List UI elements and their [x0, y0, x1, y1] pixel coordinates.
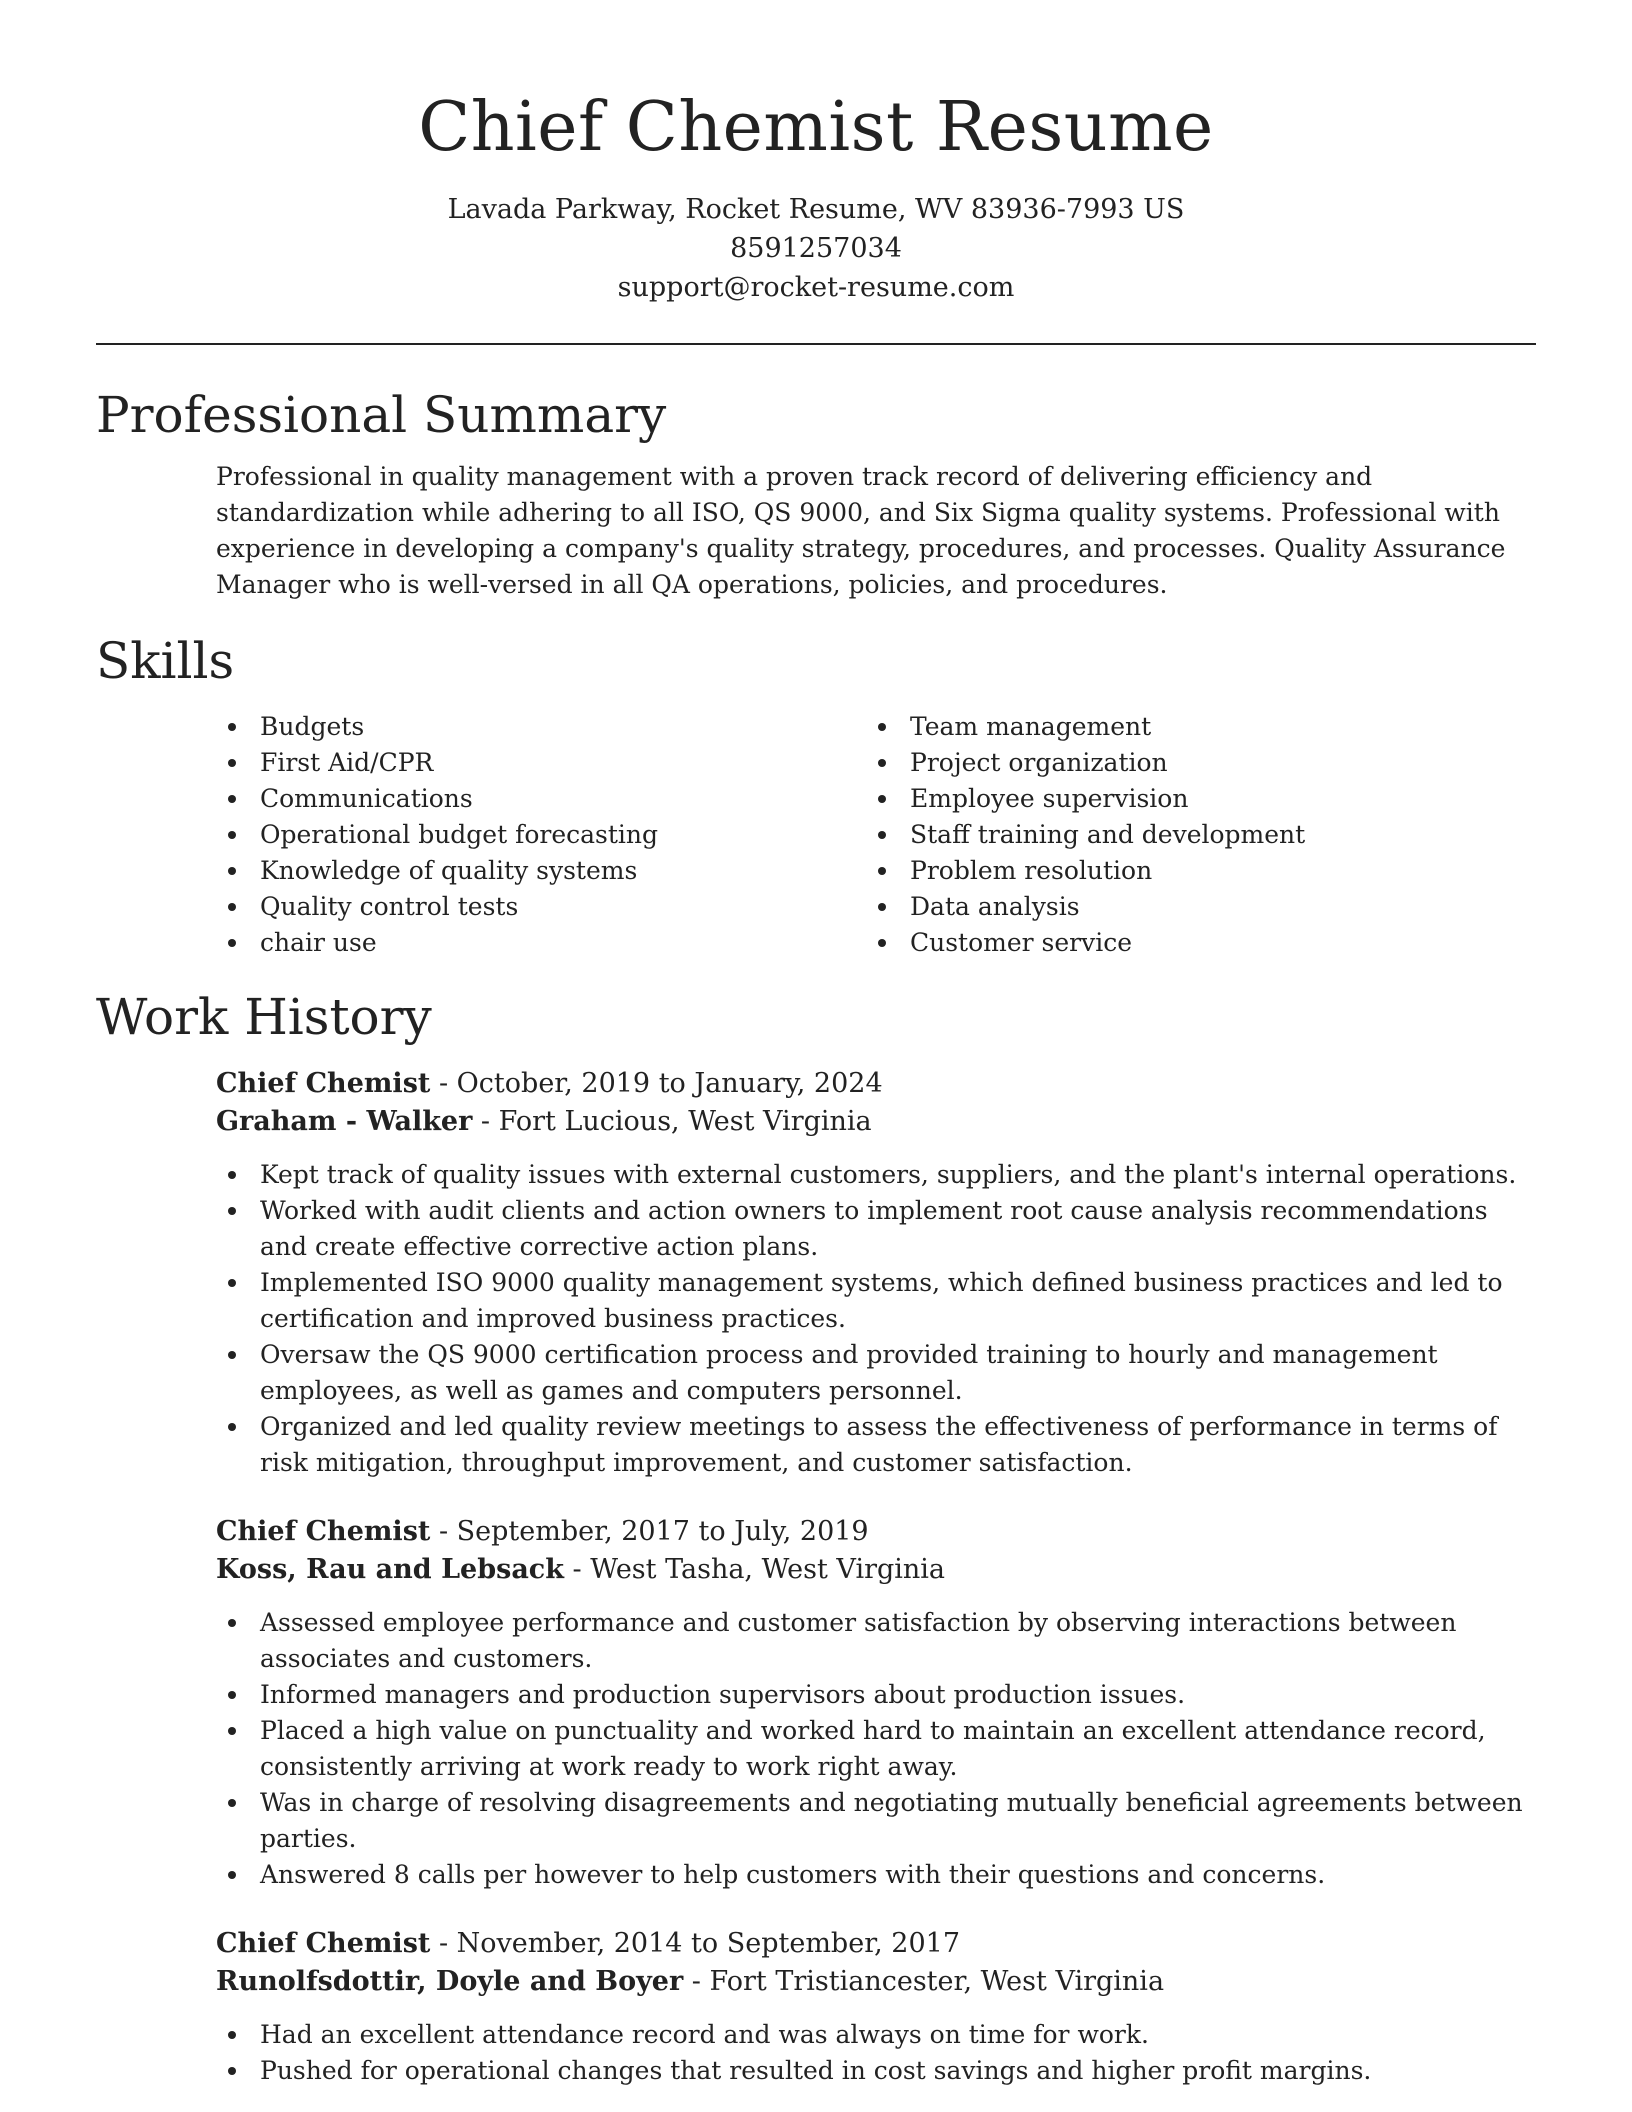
skill-item: Customer service: [866, 925, 1516, 961]
job-company: Runolfsdottir, Doyle and Boyer: [216, 1966, 684, 1997]
bullet-dot: [228, 867, 236, 875]
contact-info: [0, 190, 1632, 307]
job-bullet: Was in charge of resolving disagreements and negotiating mutually beneficial agreements between parties.: [216, 1785, 1536, 1857]
job-bullet: Assessed employee performance and customer satisfaction by observing interactions between associates and customers.: [216, 1605, 1536, 1677]
job-bullet: Kept track of quality issues with external customers, suppliers, and the plant's internal operations.: [216, 1157, 1536, 1193]
bullet-dot: [878, 903, 886, 911]
skill-item: Communications: [216, 781, 866, 817]
job-dates: October, 2019 to January, 2024: [456, 1068, 883, 1099]
bullet-dot: [228, 1279, 236, 1287]
bullet-dot: [228, 2031, 236, 2039]
job-bullet: Implemented ISO 9000 quality management systems, which defined business practices and led to certification and improved business practices.: [216, 1265, 1536, 1337]
section-title-work-history: Work History: [96, 988, 432, 1046]
skill-item: Team management: [866, 709, 1516, 745]
job-company-line: Runolfsdottir, Doyle and Boyer - Fort Tristiancester, West Virginia: [216, 1966, 1165, 1997]
skill-item: Problem resolution: [866, 853, 1516, 889]
job-role: Chief Chemist: [216, 1928, 431, 1959]
bullet-dot: [878, 759, 886, 767]
skill-item: Budgets: [216, 709, 866, 745]
bullet-dot: [228, 1171, 236, 1179]
bullet-dot: [228, 1727, 236, 1735]
job-role: Chief Chemist: [216, 1068, 431, 1099]
job-role: Chief Chemist: [216, 1516, 431, 1547]
bullet-dot: [228, 939, 236, 947]
bullet-dot: [228, 759, 236, 767]
job-location: West Tasha, West Virginia: [590, 1554, 946, 1585]
job-bullets: [216, 1157, 1536, 1481]
skills-list: [216, 709, 1536, 961]
job-bullet: Placed a high value on punctuality and worked hard to maintain an excellent attendance record, consistently arriving at work ready to work right away.: [216, 1713, 1536, 1785]
contact-address: Lavada Parkway, Rocket Resume, WV 83936-7993 US: [447, 194, 1185, 225]
job-title-line: Chief Chemist - November, 2014 to September, 2017: [216, 1928, 961, 1959]
skills-column-left: [216, 709, 866, 961]
job-bullet: Pushed for operational changes that resulted in cost savings and higher profit margins.: [216, 2053, 1536, 2089]
bullet-dot: [228, 723, 236, 731]
job-company-line: Graham - Walker - Fort Lucious, West Virginia: [216, 1106, 872, 1137]
job-dates: November, 2014 to September, 2017: [456, 1928, 961, 1959]
bullet-dot: [228, 1871, 236, 1879]
contact-email: support@rocket-resume.com: [617, 272, 1015, 303]
bullet-dot: [228, 903, 236, 911]
job-company-line: Koss, Rau and Lebsack - West Tasha, West Virginia: [216, 1554, 946, 1585]
skill-item: Knowledge of quality systems: [216, 853, 866, 889]
header-divider: [96, 343, 1536, 345]
job-entry: [216, 1925, 1536, 2089]
bullet-dot: [228, 795, 236, 803]
job-company: Graham - Walker: [216, 1106, 473, 1137]
bullet-dot: [878, 867, 886, 875]
job-bullet: Oversaw the QS 9000 certification process and provided training to hourly and management employees, as well as games and computers personnel.: [216, 1337, 1536, 1409]
job-location: Fort Tristiancester, West Virginia: [709, 1966, 1165, 1997]
job-entry: [216, 1065, 1536, 1481]
job-bullet: Had an excellent attendance record and was always on time for work.: [216, 2017, 1536, 2053]
bullet-dot: [878, 831, 886, 839]
skill-item: chair use: [216, 925, 866, 961]
summary-text: Professional in quality management with a proven track record of delivering efficiency and standardization while adhering to all ISO, QS 9000, and Six Sigma quality systems. Professional with experience in developing a company's quality strategy, procedures, and processes. Quality Assurance Manager who is well-versed in all QA operations, policies, and procedures.: [216, 462, 1506, 599]
bullet-dot: [228, 1423, 236, 1431]
section-title-skills: Skills: [96, 632, 235, 690]
bullet-dot: [228, 1799, 236, 1807]
skill-item: Staff training and development: [866, 817, 1516, 853]
bullet-dot: [228, 1619, 236, 1627]
skill-item: First Aid/CPR: [216, 745, 866, 781]
bullet-dot: [228, 1207, 236, 1215]
job-location: Fort Lucious, West Virginia: [498, 1106, 872, 1137]
bullet-dot: [878, 795, 886, 803]
job-entry: [216, 1513, 1536, 1893]
contact-phone: 8591257034: [730, 233, 902, 264]
job-bullets: [216, 2017, 1536, 2089]
section-title-summary: Professional Summary: [96, 386, 667, 444]
job-bullet: Informed managers and production supervisors about production issues.: [216, 1677, 1536, 1713]
job-company: Koss, Rau and Lebsack: [216, 1554, 564, 1585]
bullet-dot: [228, 2067, 236, 2075]
skill-item: Quality control tests: [216, 889, 866, 925]
bullet-dot: [878, 939, 886, 947]
bullet-dot: [228, 1691, 236, 1699]
skill-item: Employee supervision: [866, 781, 1516, 817]
skill-item: Project organization: [866, 745, 1516, 781]
bullet-dot: [228, 831, 236, 839]
skill-item: Operational budget forecasting: [216, 817, 866, 853]
job-bullets: [216, 1605, 1536, 1893]
job-bullet: Answered 8 calls per however to help customers with their questions and concerns.: [216, 1857, 1536, 1893]
job-bullet: Organized and led quality review meetings to assess the effectiveness of performance in terms of risk mitigation, throughput improvement, and customer satisfaction.: [216, 1409, 1536, 1481]
skills-column-right: [866, 709, 1516, 961]
bullet-dot: [878, 723, 886, 731]
resume-header: [0, 0, 1632, 307]
job-title-line: Chief Chemist - October, 2019 to January, 2024: [216, 1068, 883, 1099]
resume-title: Chief Chemist Resume: [418, 88, 1214, 167]
bullet-dot: [228, 1351, 236, 1359]
skill-item: Data analysis: [866, 889, 1516, 925]
job-bullet: Worked with audit clients and action owners to implement root cause analysis recommendations and create effective corrective action plans.: [216, 1193, 1536, 1265]
job-dates: September, 2017 to July, 2019: [456, 1516, 869, 1547]
job-title-line: Chief Chemist - September, 2017 to July, 2019: [216, 1516, 869, 1547]
